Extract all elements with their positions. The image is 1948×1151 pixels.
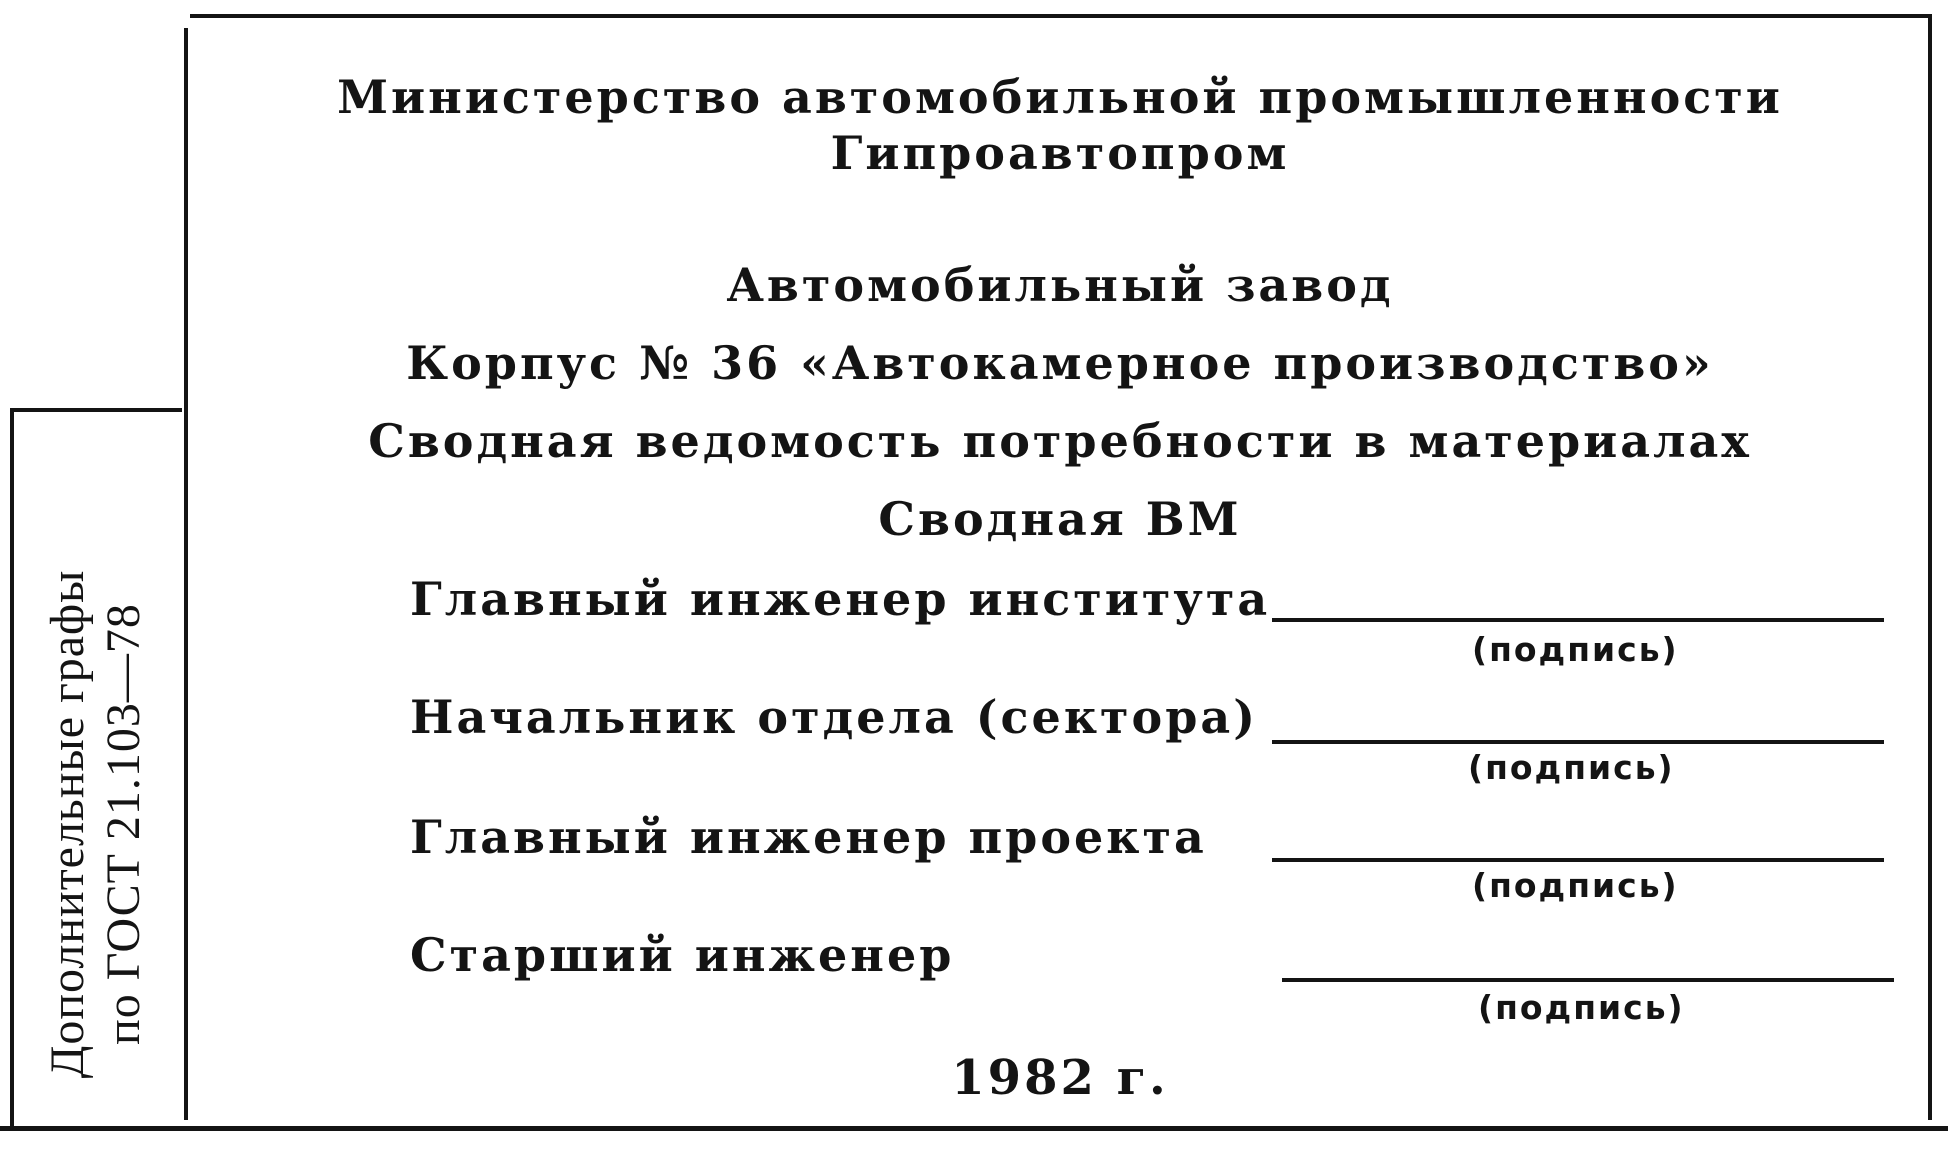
side-note-line-1: Дополнительные графы — [41, 569, 94, 1079]
frame-left-border — [184, 28, 188, 1120]
frame-top-border — [190, 14, 1930, 18]
document-year: 1982 г. — [951, 1050, 1169, 1106]
institute-name: Гипроавтопром — [830, 126, 1290, 180]
ministry-name: Министерство автомобильной промышленности — [337, 70, 1783, 124]
document-title: Сводная ведомость потребности в материалах — [368, 414, 1752, 468]
signature-caption: (подпись) — [1478, 988, 1685, 1027]
signature-role: Главный инженер института — [410, 572, 1271, 626]
frame-bottom-border — [0, 1126, 1948, 1131]
signature-line — [1272, 618, 1884, 622]
signature-line — [1272, 740, 1884, 744]
building-name: Корпус № 36 «Автокамерное производство» — [406, 336, 1714, 390]
document-short-title: Сводная ВМ — [878, 492, 1242, 546]
side-note — [40, 524, 152, 1124]
signature-role: Главный инженер проекта — [410, 810, 1207, 864]
signature-role: Старший инженер — [410, 928, 955, 982]
signature-line — [1282, 978, 1894, 982]
signature-caption: (подпись) — [1472, 630, 1679, 669]
signature-caption: (подпись) — [1472, 866, 1679, 905]
signature-role: Начальник отдела (сектора) — [410, 690, 1258, 744]
side-note-line-2: по ГОСТ 21.103—78 — [97, 603, 150, 1045]
plant-name: Автомобильный завод — [726, 258, 1394, 312]
signature-line — [1272, 858, 1884, 862]
signature-caption: (подпись) — [1468, 748, 1675, 787]
